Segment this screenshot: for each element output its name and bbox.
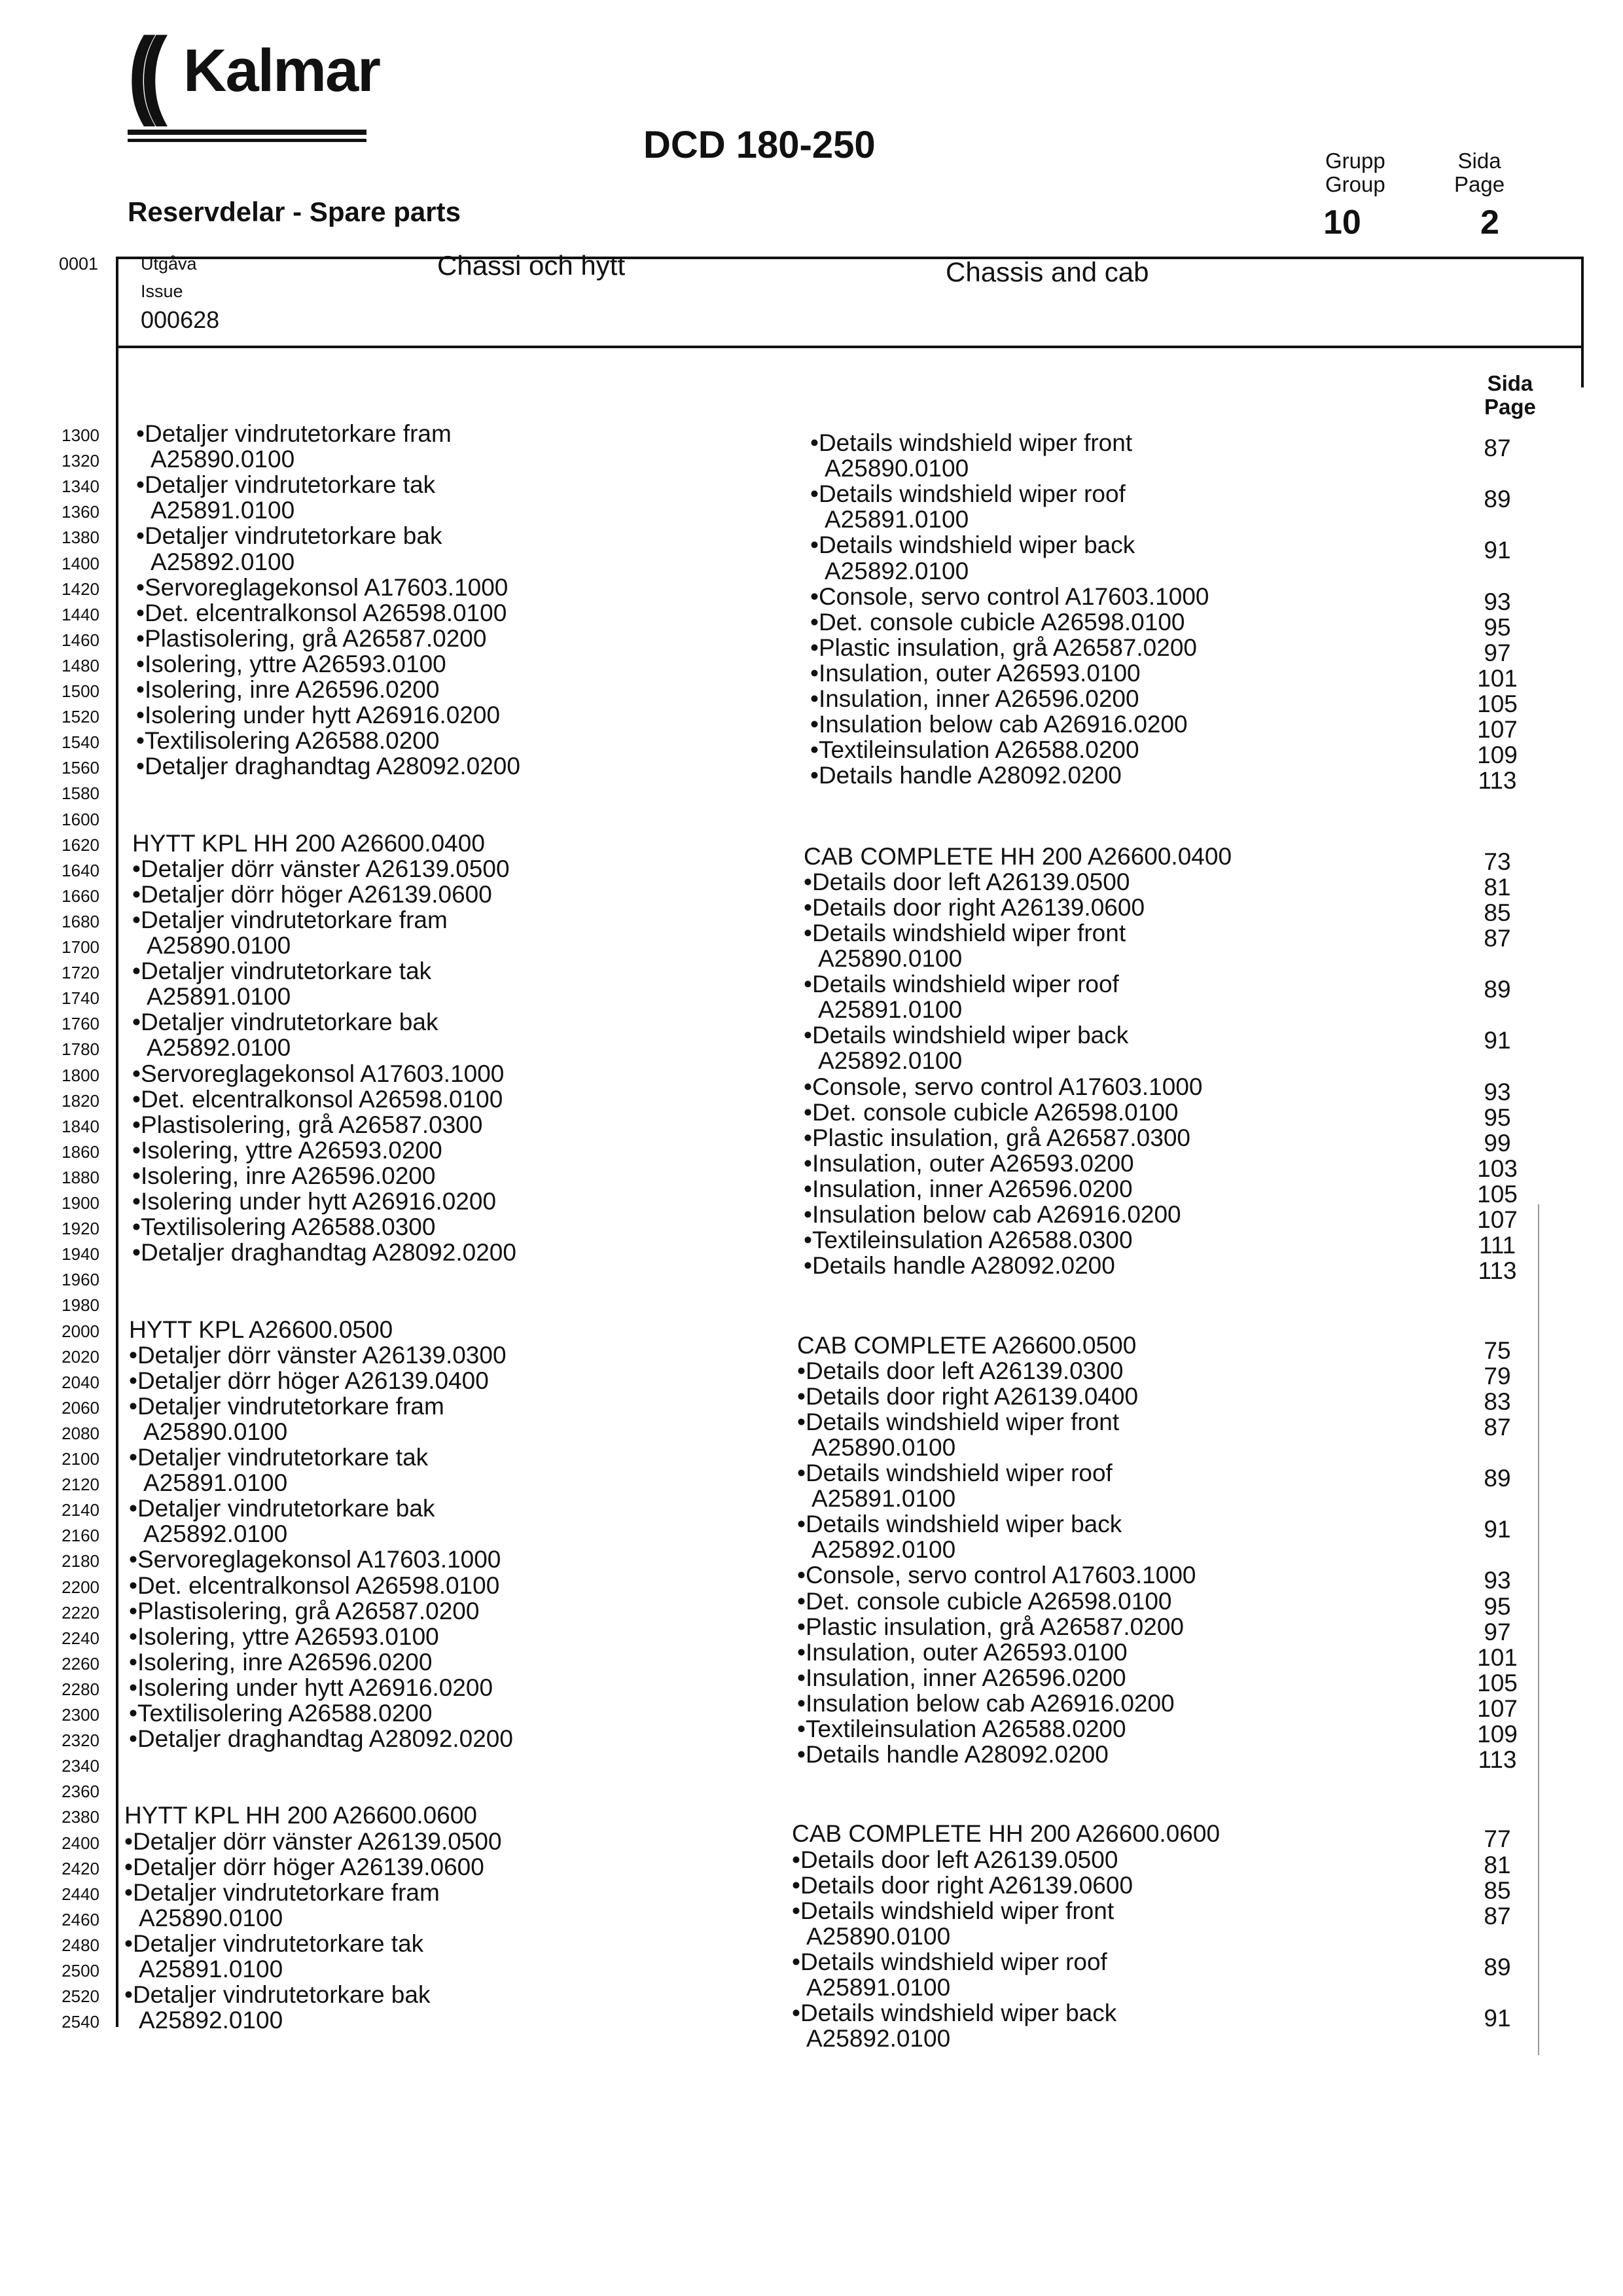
item-description-sv: •Detaljer vindrutetorkare fram: [132, 906, 448, 933]
page-column-header-sv: Sida: [1487, 371, 1533, 395]
item-description-sv: HYTT KPL A26600.0500: [129, 1316, 393, 1343]
item-description-sv: •Isolering, yttre A26593.0100: [136, 650, 446, 677]
line-number: 1560: [62, 758, 99, 778]
line-number: 2500: [62, 1961, 99, 1981]
item-description-en: A25892.0100: [825, 557, 969, 584]
line-number: 1760: [62, 1014, 99, 1034]
line-number: 1400: [62, 553, 99, 573]
left-margin-rule: [116, 257, 118, 2027]
item-description-en: •Insulation, outer A26593.0200: [804, 1149, 1134, 1177]
line-number: 2360: [62, 1782, 99, 1802]
item-description-en: •Textileinsulation A26588.0200: [797, 1715, 1126, 1742]
item-description-en: •Details windshield wiper back: [792, 2000, 1117, 2027]
item-description-sv: •Textilisolering A26588.0300: [132, 1213, 436, 1241]
item-description-sv: •Detaljer vindrutetorkare tak: [136, 471, 436, 499]
line-number: 1780: [62, 1039, 99, 1060]
sida-label-en: Page: [1454, 172, 1505, 196]
item-description-en: •Details door left A26139.0300: [797, 1357, 1124, 1384]
line-number: 1440: [62, 604, 99, 624]
item-page-number: 95: [1484, 1103, 1511, 1131]
line-number: 1420: [62, 579, 99, 599]
item-description-en: A25891.0100: [825, 506, 969, 533]
issue-label-sv: Utgåva: [141, 254, 197, 274]
item-description-en: •Det. console cubicle A26598.0100: [797, 1587, 1172, 1615]
item-description-en: A25890.0100: [825, 455, 969, 482]
item-page-number: 95: [1484, 1592, 1511, 1620]
line-number: 2160: [62, 1526, 99, 1546]
item-description-en: •Details windshield wiper roof: [797, 1460, 1113, 1486]
kalmar-logo-mark-icon: ((: [128, 17, 152, 127]
item-description-sv: •Detaljer vindrutetorkare bak: [132, 1009, 438, 1036]
logo-rule-top: [128, 130, 366, 135]
item-page-number: 87: [1484, 435, 1511, 461]
item-page-number: 99: [1484, 1129, 1511, 1157]
line-number: 1840: [62, 1116, 99, 1136]
item-page-number: 79: [1484, 1362, 1511, 1390]
item-description-en: A25892.0100: [818, 1047, 963, 1075]
item-page-number: 93: [1484, 1078, 1511, 1105]
line-number: 2300: [62, 1705, 99, 1725]
item-description-sv: •Textilisolering A26588.0200: [136, 727, 440, 755]
item-description-sv: •Detaljer dörr vänster A26139.0300: [129, 1341, 507, 1369]
item-page-number: 109: [1477, 1721, 1518, 1748]
item-page-number: 87: [1484, 924, 1511, 952]
line-number: 1520: [62, 707, 99, 727]
item-description-en: A25891.0100: [812, 1485, 956, 1513]
item-page-number: 105: [1477, 1180, 1518, 1208]
item-description-en: •Insulation, inner A26596.0200: [804, 1175, 1133, 1202]
item-description-en: •Details door right A26139.0600: [804, 893, 1145, 921]
item-description-sv: •Plastisolering, grå A26587.0200: [129, 1597, 480, 1624]
item-description-sv: •Detaljer vindrutetorkare fram: [124, 1878, 440, 1906]
item-page-number: 81: [1484, 1851, 1511, 1878]
item-description-en: A25891.0100: [818, 996, 963, 1024]
issue-value: 000628: [141, 306, 220, 333]
item-description-sv: •Isolering under hytt A26916.0200: [136, 702, 501, 729]
sida-label-sv: Sida: [1457, 149, 1501, 173]
item-description-en: •Insulation, outer A26593.0100: [797, 1638, 1128, 1666]
item-description-sv: •Isolering, inre A26596.0200: [129, 1648, 433, 1676]
sida-value: 2: [1480, 204, 1499, 242]
item-description-sv: A25891.0100: [143, 1469, 288, 1497]
item-page-number: 107: [1477, 1206, 1518, 1233]
item-description-sv: HYTT KPL HH 200 A26600.0400: [132, 829, 485, 857]
item-description-en: •Console, servo control A17603.1000: [804, 1073, 1203, 1100]
item-description-en: •Textileinsulation A26588.0200: [810, 736, 1139, 764]
item-description-sv: •Detaljer vindrutetorkare bak: [136, 522, 442, 550]
item-description-sv: A25892.0100: [151, 548, 295, 575]
line-number: 2420: [62, 1858, 99, 1878]
line-number: 2260: [62, 1653, 99, 1674]
line-number: 2400: [62, 1833, 99, 1853]
item-page-number: 95: [1484, 613, 1511, 641]
item-description-en: •Details door left A26139.0500: [804, 868, 1130, 895]
item-description-en: •Details windshield wiper front: [804, 919, 1126, 946]
item-description-sv: A25892.0100: [147, 1034, 291, 1062]
line-number: 2460: [62, 1909, 99, 1929]
sida-label: [1454, 149, 1505, 196]
item-page-number: 83: [1484, 1388, 1511, 1415]
item-description-en: •Console, servo control A17603.1000: [797, 1562, 1196, 1589]
item-page-number: 111: [1478, 1232, 1516, 1259]
grupp-value: 10: [1323, 204, 1361, 242]
item-description-en: •Details windshield wiper roof: [810, 480, 1126, 508]
item-description-sv: A25891.0100: [147, 983, 291, 1011]
item-page-number: 107: [1477, 1695, 1518, 1722]
item-description-sv: •Det. elcentralkonsol A26598.0100: [129, 1571, 500, 1599]
item-page-number: 89: [1484, 1465, 1511, 1492]
item-description-en: •Details handle A28092.0200: [810, 762, 1122, 789]
issue-label-en: Issue: [141, 281, 183, 301]
item-description-en: •Details handle A28092.0200: [804, 1252, 1115, 1280]
line-number: 1540: [62, 732, 99, 753]
line-number: 1720: [62, 963, 99, 983]
item-description-en: •Insulation, outer A26593.0100: [810, 659, 1141, 687]
item-page-number: 105: [1477, 1669, 1518, 1696]
line-number: 1460: [62, 630, 99, 650]
line-number: 2340: [62, 1756, 99, 1776]
item-description-sv: •Detaljer dörr höger A26139.0600: [132, 880, 492, 908]
item-description-en: •Console, servo control A17603.1000: [810, 583, 1209, 610]
line-number: 2380: [62, 1807, 99, 1827]
item-description-sv: •Plastisolering, grå A26587.0200: [136, 624, 487, 652]
item-description-sv: •Detaljer vindrutetorkare tak: [132, 958, 432, 985]
item-page-number: 91: [1484, 1027, 1511, 1054]
line-number: 2200: [62, 1577, 99, 1597]
item-description-sv: A25890.0100: [139, 1904, 283, 1931]
item-page-number: 85: [1484, 1876, 1511, 1904]
item-description-sv: •Plastisolering, grå A26587.0300: [132, 1111, 483, 1138]
page-column-header-en: Page: [1484, 395, 1536, 419]
line-number: 2220: [62, 1602, 99, 1623]
header-box-bottom-rule: [116, 346, 1584, 348]
line-number: 1320: [62, 451, 99, 471]
item-description-en: •Details handle A28092.0200: [797, 1741, 1109, 1768]
item-page-number: 113: [1478, 767, 1517, 795]
item-description-en: A25892.0100: [812, 1536, 956, 1564]
item-description-en: CAB COMPLETE HH 200 A26600.0400: [804, 842, 1232, 870]
item-description-en: CAB COMPLETE A26600.0500: [797, 1331, 1137, 1359]
item-description-sv: •Detaljer vindrutetorkare tak: [129, 1444, 429, 1471]
item-page-number: 109: [1477, 742, 1518, 769]
line-number: 2040: [62, 1372, 99, 1392]
item-page-number: 91: [1484, 2005, 1511, 2032]
model-title: DCD 180-250: [643, 124, 876, 166]
line-number: 2240: [62, 1628, 99, 1648]
line-number: 1380: [62, 528, 99, 548]
line-number: 2320: [62, 1731, 99, 1751]
item-description-en: •Plastic insulation, grå A26587.0300: [804, 1124, 1190, 1151]
item-page-number: 91: [1484, 537, 1511, 564]
item-description-en: CAB COMPLETE HH 200 A26600.0600: [792, 1820, 1221, 1848]
item-description-sv: A25892.0100: [139, 2007, 283, 2034]
item-description-sv: •Detaljer dörr vänster A26139.0500: [124, 1827, 502, 1855]
line-number: 1900: [62, 1193, 99, 1213]
item-page-number: 113: [1478, 1746, 1517, 1774]
line-number: 1340: [62, 476, 99, 497]
kalmar-logo-text: Kalmar: [183, 37, 380, 104]
item-page-number: 87: [1484, 1902, 1511, 1929]
item-description-en: •Det. console cubicle A26598.0100: [804, 1098, 1179, 1126]
item-description-sv: •Det. elcentralkonsol A26598.0100: [136, 599, 507, 626]
item-page-number: 97: [1484, 1618, 1511, 1645]
line-number: 1820: [62, 1090, 99, 1111]
item-description-en: •Plastic insulation, grå A26587.0200: [810, 634, 1197, 661]
item-page-number: 101: [1477, 664, 1518, 692]
item-description-sv: A25891.0100: [139, 1956, 283, 1982]
item-description-en: •Details door left A26139.0500: [792, 1846, 1118, 1873]
item-description-sv: •Textilisolering A26588.0200: [129, 1700, 433, 1727]
item-page-number: 105: [1477, 691, 1518, 717]
line-number: 2120: [62, 1475, 99, 1495]
item-description-sv: A25890.0100: [143, 1418, 288, 1445]
line-number: 2000: [62, 1321, 99, 1341]
line-number: 1860: [62, 1141, 99, 1162]
item-description-sv: A25890.0100: [151, 446, 295, 473]
item-page-number: 89: [1484, 486, 1511, 513]
line-number: 1740: [62, 988, 99, 1009]
line-number: 1620: [62, 834, 99, 855]
line-number: 2100: [62, 1449, 99, 1469]
item-description-sv: •Servoreglagekonsol A17603.1000: [132, 1060, 505, 1087]
item-page-number: 89: [1484, 1953, 1511, 1981]
item-description-sv: •Isolering, yttre A26593.0200: [132, 1136, 442, 1164]
item-description-en: •Details windshield wiper roof: [804, 971, 1119, 998]
item-description-en: A25890.0100: [812, 1433, 956, 1461]
item-description-en: •Insulation, inner A26596.0200: [810, 685, 1139, 712]
item-description-en: •Details windshield wiper front: [792, 1897, 1115, 1924]
item-description-sv: •Detaljer dörr höger A26139.0600: [124, 1853, 484, 1880]
item-description-en: •Insulation below cab A26916.0200: [797, 1689, 1175, 1717]
item-description-en: A25890.0100: [818, 945, 963, 972]
line-number: 1660: [62, 886, 99, 906]
item-description-en: •Insulation, inner A26596.0200: [797, 1664, 1126, 1691]
line-number: 1980: [62, 1295, 99, 1316]
item-description-en: •Details windshield wiper back: [810, 531, 1135, 559]
line-number: 1800: [62, 1065, 99, 1085]
line-number: 2540: [62, 2012, 99, 2032]
line-number: 1920: [62, 1219, 99, 1239]
line-number: 1580: [62, 783, 99, 804]
item-description-en: •Details door right A26139.0400: [797, 1382, 1139, 1410]
line-number: 2080: [62, 1423, 99, 1443]
item-description-sv: •Detaljer vindrutetorkare bak: [124, 1981, 431, 2009]
line-number: 1300: [62, 425, 99, 445]
item-description-en: A25890.0100: [806, 1922, 951, 1950]
line-number: 1360: [62, 502, 99, 522]
item-description-sv: •Detaljer dörr vänster A26139.0500: [132, 855, 510, 882]
header-line-code: 0001: [59, 254, 99, 274]
header-box-right-rule: [1581, 257, 1584, 387]
line-number: 1940: [62, 1244, 99, 1265]
item-page-number: 113: [1478, 1257, 1517, 1285]
item-page-number: 87: [1484, 1413, 1511, 1441]
logo-rule-bottom: [128, 139, 366, 142]
item-description-sv: •Detaljer dörr höger A26139.0400: [129, 1367, 489, 1394]
item-description-en: •Plastic insulation, grå A26587.0200: [797, 1613, 1184, 1640]
item-description-en: •Details windshield wiper roof: [792, 1948, 1107, 1975]
grupp-label: [1325, 149, 1385, 196]
item-page-number: 73: [1484, 848, 1511, 875]
item-page-number: 91: [1484, 1516, 1511, 1543]
line-number: 2180: [62, 1551, 99, 1571]
header-box-top-rule: [116, 257, 1584, 259]
item-page-number: 75: [1484, 1336, 1511, 1364]
item-description-sv: A25891.0100: [151, 497, 295, 524]
item-description-sv: •Isolering, inre A26596.0200: [132, 1162, 436, 1189]
grupp-label-sv: Grupp: [1325, 149, 1385, 173]
item-description-sv: •Detaljer draghandtag A28092.0200: [132, 1239, 516, 1266]
item-description-en: •Det. console cubicle A26598.0100: [810, 608, 1185, 636]
line-number: 2280: [62, 1679, 99, 1699]
item-page-number: 107: [1477, 716, 1518, 744]
line-number: 1880: [62, 1167, 99, 1187]
line-number: 2480: [62, 1935, 99, 1955]
item-description-en: •Details door right A26139.0600: [792, 1871, 1133, 1899]
item-description-sv: •Det. elcentralkonsol A26598.0100: [132, 1085, 503, 1113]
item-description-sv: •Detaljer vindrutetorkare fram: [129, 1392, 444, 1420]
item-page-number: 93: [1484, 1567, 1511, 1594]
item-description-sv: •Isolering under hytt A26916.0200: [129, 1674, 493, 1701]
grupp-label-en: Group: [1325, 172, 1385, 196]
item-page-number: 81: [1484, 873, 1511, 901]
item-description-sv: •Isolering, inre A26596.0200: [136, 676, 440, 703]
item-description-sv: •Servoreglagekonsol A17603.1000: [136, 573, 508, 601]
item-description-sv: •Detaljer draghandtag A28092.0200: [129, 1725, 513, 1753]
item-description-en: •Details windshield wiper back: [797, 1511, 1122, 1538]
item-page-number: 93: [1484, 588, 1511, 615]
line-number: 1700: [62, 937, 99, 957]
item-description-sv: •Servoreglagekonsol A17603.1000: [129, 1546, 501, 1573]
item-description-sv: •Detaljer draghandtag A28092.0200: [136, 753, 520, 780]
item-description-sv: A25890.0100: [147, 932, 291, 959]
item-description-en: •Details windshield wiper front: [810, 429, 1133, 456]
item-page-number: 89: [1484, 976, 1511, 1003]
line-number: 1680: [62, 911, 99, 931]
item-description-sv: •Detaljer vindrutetorkare bak: [129, 1495, 435, 1522]
line-number: 1640: [62, 860, 99, 880]
line-number: 2140: [62, 1500, 99, 1520]
line-number: 2060: [62, 1397, 99, 1418]
item-description-sv: •Isolering under hytt A26916.0200: [132, 1188, 497, 1215]
item-page-number: 103: [1477, 1155, 1518, 1182]
item-description-sv: •Detaljer vindrutetorkare tak: [124, 1929, 424, 1957]
section-title-sv: Chassi och hytt: [437, 250, 626, 281]
item-description-en: A25891.0100: [806, 1974, 951, 2001]
item-page-number: 77: [1484, 1825, 1511, 1853]
line-number: 1960: [62, 1270, 99, 1290]
item-description-en: •Insulation below cab A26916.0200: [804, 1201, 1181, 1228]
line-number: 1600: [62, 809, 99, 829]
item-description-en: •Textileinsulation A26588.0300: [804, 1227, 1133, 1254]
item-page-number: 85: [1484, 899, 1511, 926]
line-number: 1480: [62, 655, 99, 675]
item-description-en: A25892.0100: [806, 2025, 951, 2053]
item-description-sv: •Isolering, yttre A26593.0100: [129, 1623, 439, 1650]
item-page-number: 97: [1484, 639, 1511, 666]
item-description-sv: HYTT KPL HH 200 A26600.0600: [124, 1802, 477, 1829]
item-description-sv: •Detaljer vindrutetorkare fram: [136, 420, 452, 447]
page-column-header: [1484, 372, 1536, 419]
document-subtitle: Reservdelar - Spare parts: [128, 196, 461, 227]
item-description-en: •Details windshield wiper front: [797, 1408, 1120, 1435]
item-page-number: 101: [1477, 1643, 1518, 1671]
item-description-en: •Details windshield wiper back: [804, 1022, 1129, 1049]
line-number: 1500: [62, 681, 99, 701]
line-number: 2520: [62, 1986, 99, 2007]
item-description-en: •Insulation below cab A26916.0200: [810, 711, 1188, 738]
line-number: 2440: [62, 1884, 99, 1904]
item-description-sv: A25892.0100: [143, 1520, 288, 1548]
section-title-en: Chassis and cab: [946, 257, 1149, 287]
line-number: 2020: [62, 1346, 99, 1367]
